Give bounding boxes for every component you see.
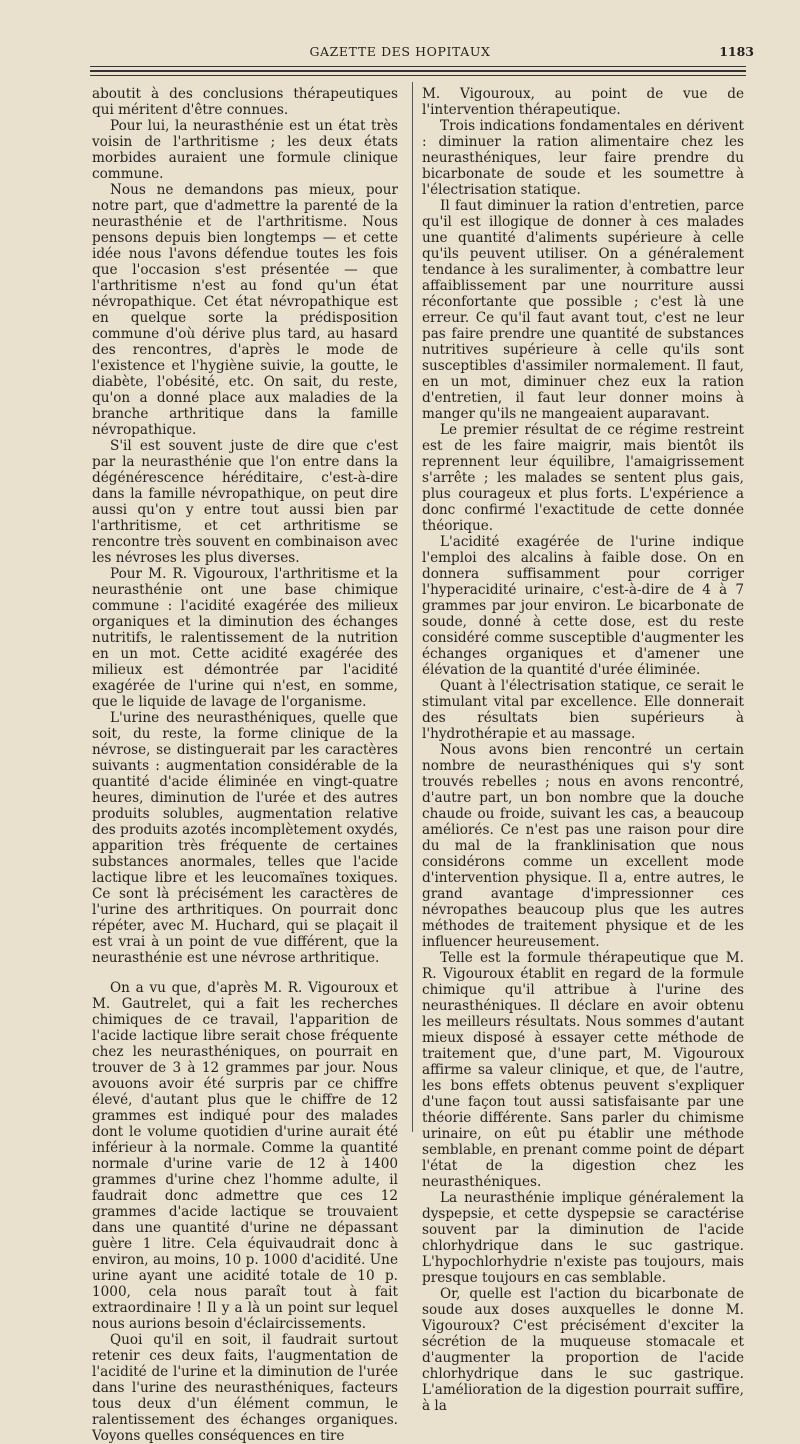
- paragraph: Quoi qu'il en soit, il faudrait surtout retenir ces deux faits, l'augmentation de l'acidité de l'urine et la diminution de l'urée dans l'urine des neurasthéniques, facteurs tous deux d'un élément commun, le ralentissement des échanges organiques. Voyons quelles conséquences en tire: [92, 1332, 398, 1444]
- paragraph: Or, quelle est l'action du bicarbonate de soude aux doses auxquelles le donne M. Vigouroux? C'est précisément d'exciter la sécrétion de la muqueuse stomacale et d'augmenter la proportion de l'acide chlorhydrique dans le suc gastrique. L'amélioration de la digestion pourrait suffire, à la: [422, 1286, 744, 1414]
- paragraph: aboutit à des conclusions thérapeutiques qui méritent d'être connues.: [92, 86, 398, 118]
- paragraph: Il faut diminuer la ration d'entretien, parce qu'il est illogique de donner à ces malades une quantité d'aliments supérieure à celle qu'ils peuvent utiliser. On a généralement tendance à les suralimenter, à combattre leur affaiblissement par une nourriture aussi réconfortante que possible ; c'est là une erreur. Ce qu'il faut avant tout, c'est ne leur pas faire prendre une quantité de substances nutritives supérieure à celle qu'ils sont susceptibles d'assimiler normalement. Il faut, en un mot, diminuer chez eux la ration d'entretien, il faut leur donner moins à manger qu'ils ne mangeaient auparavant.: [422, 198, 744, 422]
- paragraph: Nous ne demandons pas mieux, pour notre part, que d'admettre la parenté de la neurasthénie et de l'arthritisme. Nous pensons depuis bien longtemps — et cette idée nous l'avons défendue toutes les fois que l'occasion s'est présentée — que l'arthritisme n'est au fond qu'un état névropathique. Cet état névropathique est en quelque sorte la prédisposition commune d'où dérive plus tard, au hasard des rencontres, d'après le mode de l'existence et l'hygiène suivie, la goutte, le diabète, l'obésité, etc. On sait, du reste, qu'on a donné place aux maladies de la branche arthritique dans la famille névropathique.: [92, 182, 398, 438]
- header-rule-bottom: [90, 75, 746, 76]
- paragraph: L'acidité exagérée de l'urine indique l'emploi des alcalins à faible dose. On en donnera suffisamment pour corriger l'hyperacidité urinaire, c'est-à-dire de 4 à 7 grammes par jour environ. Le bicarbonate de soude, donné à cette dose, est du reste considéré comme susceptible d'augmenter les échanges organiques et d'amener une élévation de la quantité d'urée éliminée.: [422, 534, 744, 678]
- paragraph: Pour M. R. Vigouroux, l'arthritisme et la neurasthénie ont une base chimique commune : l'acidité exagérée des milieux organiques et la diminution des échanges nutritifs, le ralentissement de la nutrition en un mot. Cette acidité exagérée des milieux est démontrée par l'acidité exagérée de l'urine qui n'est, en somme, que le liquide de lavage de l'organisme.: [92, 566, 398, 710]
- paragraph: Pour lui, la neurasthénie est un état très voisin de l'arthritisme ; les deux états morbides auraient une formule clinique commune.: [92, 118, 398, 182]
- column-divider: [412, 82, 413, 1132]
- paragraph: La neurasthénie implique généralement la dyspepsie, et cette dyspepsie se caractérise souvent par la diminution de l'acide chlorhydrique dans le suc gastrique. L'hypochlorhydrie n'existe pas toujours, mais presque toujours en cas semblable.: [422, 1190, 744, 1286]
- header-rule-top: [90, 66, 746, 67]
- paragraph: S'il est souvent juste de dire que c'est par la neurasthénie que l'on entre dans la dégénérescence héréditaire, c'est-à-dire dans la famille névropathique, on peut dire aussi qu'on y entre tout aussi bien par l'arthritisme, et cet arthritisme se rencontre très souvent en combinaison avec les névroses les plus diverses.: [92, 438, 398, 566]
- paragraph: Nous avons bien rencontré un certain nombre de neurasthéniques qui s'y sont trouvés rebelles ; nous en avons rencontré, d'autre part, un bon nombre que la douche chaude ou froide, suivant les cas, a beaucoup améliorés. Ce n'est pas une raison pour dire du mal de la franklinisation que nous considérons comme un excellent mode d'intervention physique. Il a, entre autres, le grand avantage d'impressionner ces névropathes beaucoup plus que les autres méthodes de traitement physique et de les influencer heureusement.: [422, 742, 744, 950]
- paragraph: Quant à l'électrisation statique, ce serait le stimulant vital par excellence. Elle donnerait des résultats bien supérieurs à l'hydrothérapie et au massage.: [422, 678, 744, 742]
- right-column: [422, 86, 744, 1414]
- page-header: [0, 0, 800, 62]
- header-rule-thick: [90, 70, 746, 72]
- paragraph: Telle est la formule thérapeutique que M. R. Vigouroux établit en regard de la formule chimique qu'il attribue à l'urine des neurasthéniques. Il déclare en avoir obtenu les meilleurs résultats. Nous sommes d'autant mieux disposé à essayer cette méthode de traitement que, d'une part, M. Vigouroux affirme sa valeur clinique, et que, de l'autre, les bons effets obtenus peuvent s'expliquer d'une façon tout aussi satisfaisante par une théorie différente. Sans parler du chimisme urinaire, on eût pu établir une méthode semblable, en prenant comme point de départ l'état de la digestion chez les neurasthéniques.: [422, 950, 744, 1190]
- paragraph: Trois indications fondamentales en dérivent : diminuer la ration alimentaire chez les neurasthéniques, leur faire prendre du bicarbonate de soude et les soumettre à l'électrisation statique.: [422, 118, 744, 198]
- paragraph: Le premier résultat de ce régime restreint est de les faire maigrir, mais bientôt ils reprennent leur équilibre, l'amaigrissement s'arrête ; les malades se sentent plus gais, plus courageux et plus forts. L'expérience a donc confirmé l'exactitude de cette donnée théorique.: [422, 422, 744, 534]
- left-column: [92, 86, 398, 1444]
- paragraph: M. Vigouroux, au point de vue de l'intervention thérapeutique.: [422, 86, 744, 118]
- paragraph: L'urine des neurasthéniques, quelle que soit, du reste, la forme clinique de la névrose, se distinguerait par les caractères suivants : augmentation considérable de la quantité d'acide éliminée en vingt-quatre heures, diminution de l'urée et des autres produits solubles, augmentation relative des produits azotés incomplètement oxydés, apparition très fréquente de certaines substances anormales, telles que l'acide lactique libre et les leucomaïnes toxiques. Ce sont là précisément les caractères de l'urine des arthritiques. On pourrait donc répéter, avec M. Huchard, qui se plaçait il est vrai à un point de vue différent, que la neurasthénie est une névrose arthritique.: [92, 710, 398, 966]
- paragraph: On a vu que, d'après M. R. Vigouroux et M. Gautrelet, qui a fait les recherches chimiques de ce travail, l'apparition de l'acide lactique libre serait chose fréquente chez les neurasthéniques, on pourrait en trouver de 3 à 12 grammes par jour. Nous avouons avoir été surpris par ce chiffre élevé, d'autant plus que le chiffre de 12 grammes est indiqué pour des malades dont le volume quotidien d'urine aurait été inférieur à la normale. Comme la quantité normale d'urine varie de 12 à 1400 grammes d'urine chez l'homme adulte, il faudrait donc admettre que ces 12 grammes d'acide lactique se trouvaient dans une quantité d'urine ne dépassant guère 1 litre. Cela équivaudrait donc à environ, au moins, 10 p. 1000 d'acidité. Une urine ayant une acidité totale de 10 p. 1000, cela nous paraît tout à fait extraordinaire ! Il y a là un point sur lequel nous aurions besoin d'éclaircissements.: [92, 980, 398, 1332]
- journal-title: GAZETTE DES HOPITAUX: [309, 44, 491, 59]
- page-number: 1183: [719, 44, 754, 59]
